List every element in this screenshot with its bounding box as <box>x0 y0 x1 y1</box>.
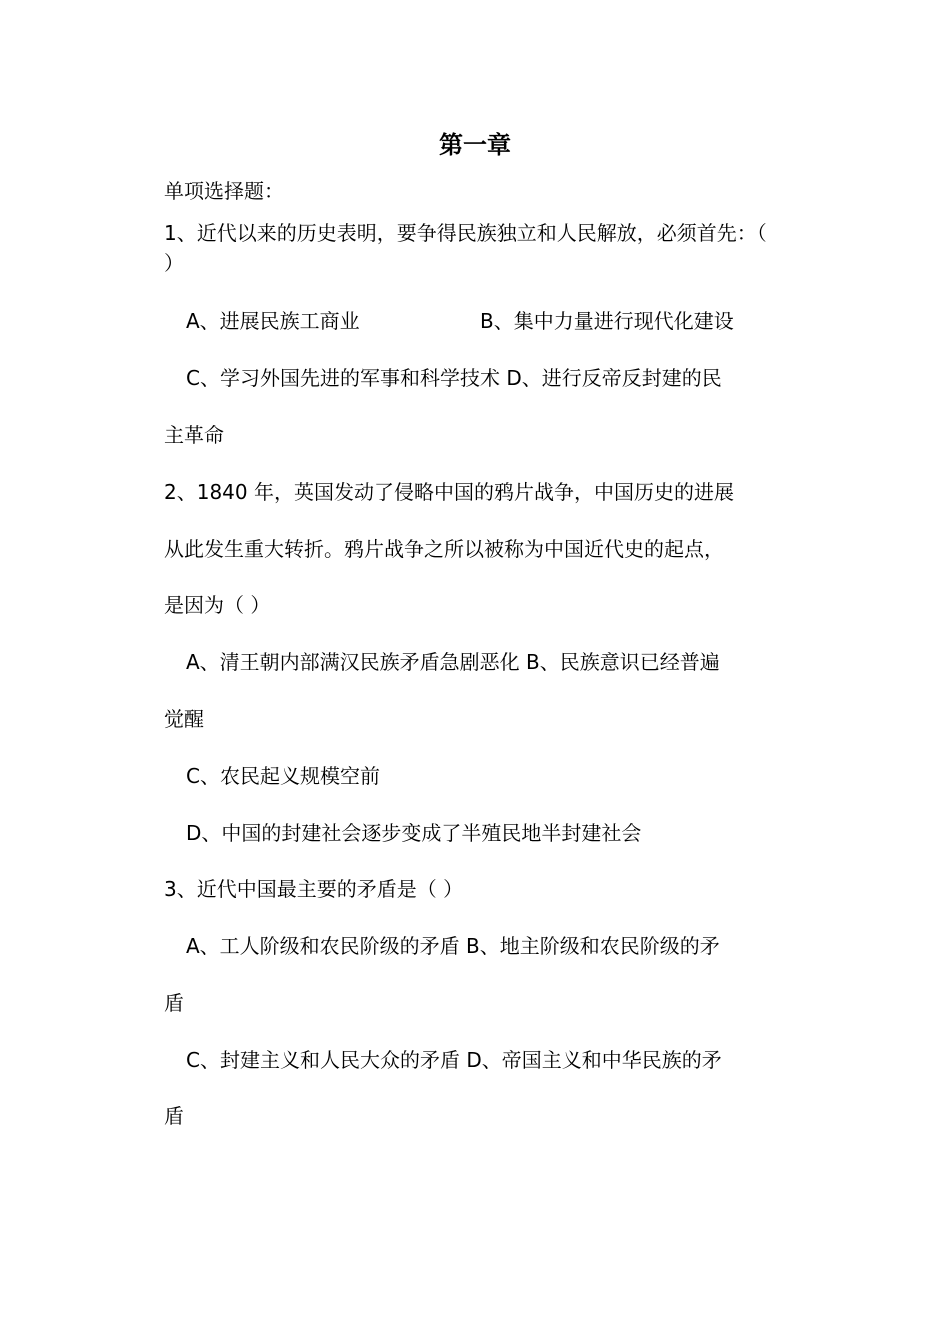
q1-option-a <box>186 307 360 335</box>
q2-option-d: D、中国的封建社会逐步变成了半殖民地半封建社会 <box>186 821 642 845</box>
section-heading: 单项选择题： <box>164 179 284 203</box>
q1-stem-line-2: ） <box>164 251 184 275</box>
q3-options-ab: A、工人阶级和农民阶级的矛盾 B、地主阶级和农民阶级的矛 <box>186 934 720 958</box>
q2-stem-line-1: 2、1840 年，英国发动了侵略中国的鸦片战争，中国历史的进展 <box>164 480 734 504</box>
q2-options-ab: A、清王朝内部满汉民族矛盾急剧恶化 B、民族意识已经普遍 <box>186 650 720 674</box>
q3-options-cd: C、封建主义和人民大众的矛盾 D、帝国主义和中华民族的矛 <box>186 1048 722 1072</box>
q3-stem-line-1: 3、近代中国最主要的矛盾是（ ） <box>164 877 464 901</box>
q2-option-c: C、农民起义规模空前 <box>186 764 380 788</box>
q3-options-cd-wrap: 盾 <box>164 1104 184 1128</box>
q1-stem-line-1: 1、近代以来的历史表明，要争得民族独立和人民解放，必须首先：（ <box>164 221 767 245</box>
q2-stem-line-3: 是因为（ ） <box>164 593 271 617</box>
q2-stem-line-2: 从此发生重大转折。鸦片战争之所以被称为中国近代史的起点， <box>164 537 724 561</box>
q2-options-ab-wrap: 觉醒 <box>164 707 204 731</box>
q1-option-a-text: A、进展民族工商业 <box>186 309 360 333</box>
q1-options-cd-wrap: 主革命 <box>164 423 224 447</box>
q1-options-cd: C、学习外国先进的军事和科学技术 D、进行反帝反封建的民 <box>186 366 722 390</box>
chapter-title: 第一章 <box>439 131 511 159</box>
q3-options-ab-wrap: 盾 <box>164 991 184 1015</box>
q1-option-b: B、集中力量进行现代化建设 <box>480 309 734 333</box>
